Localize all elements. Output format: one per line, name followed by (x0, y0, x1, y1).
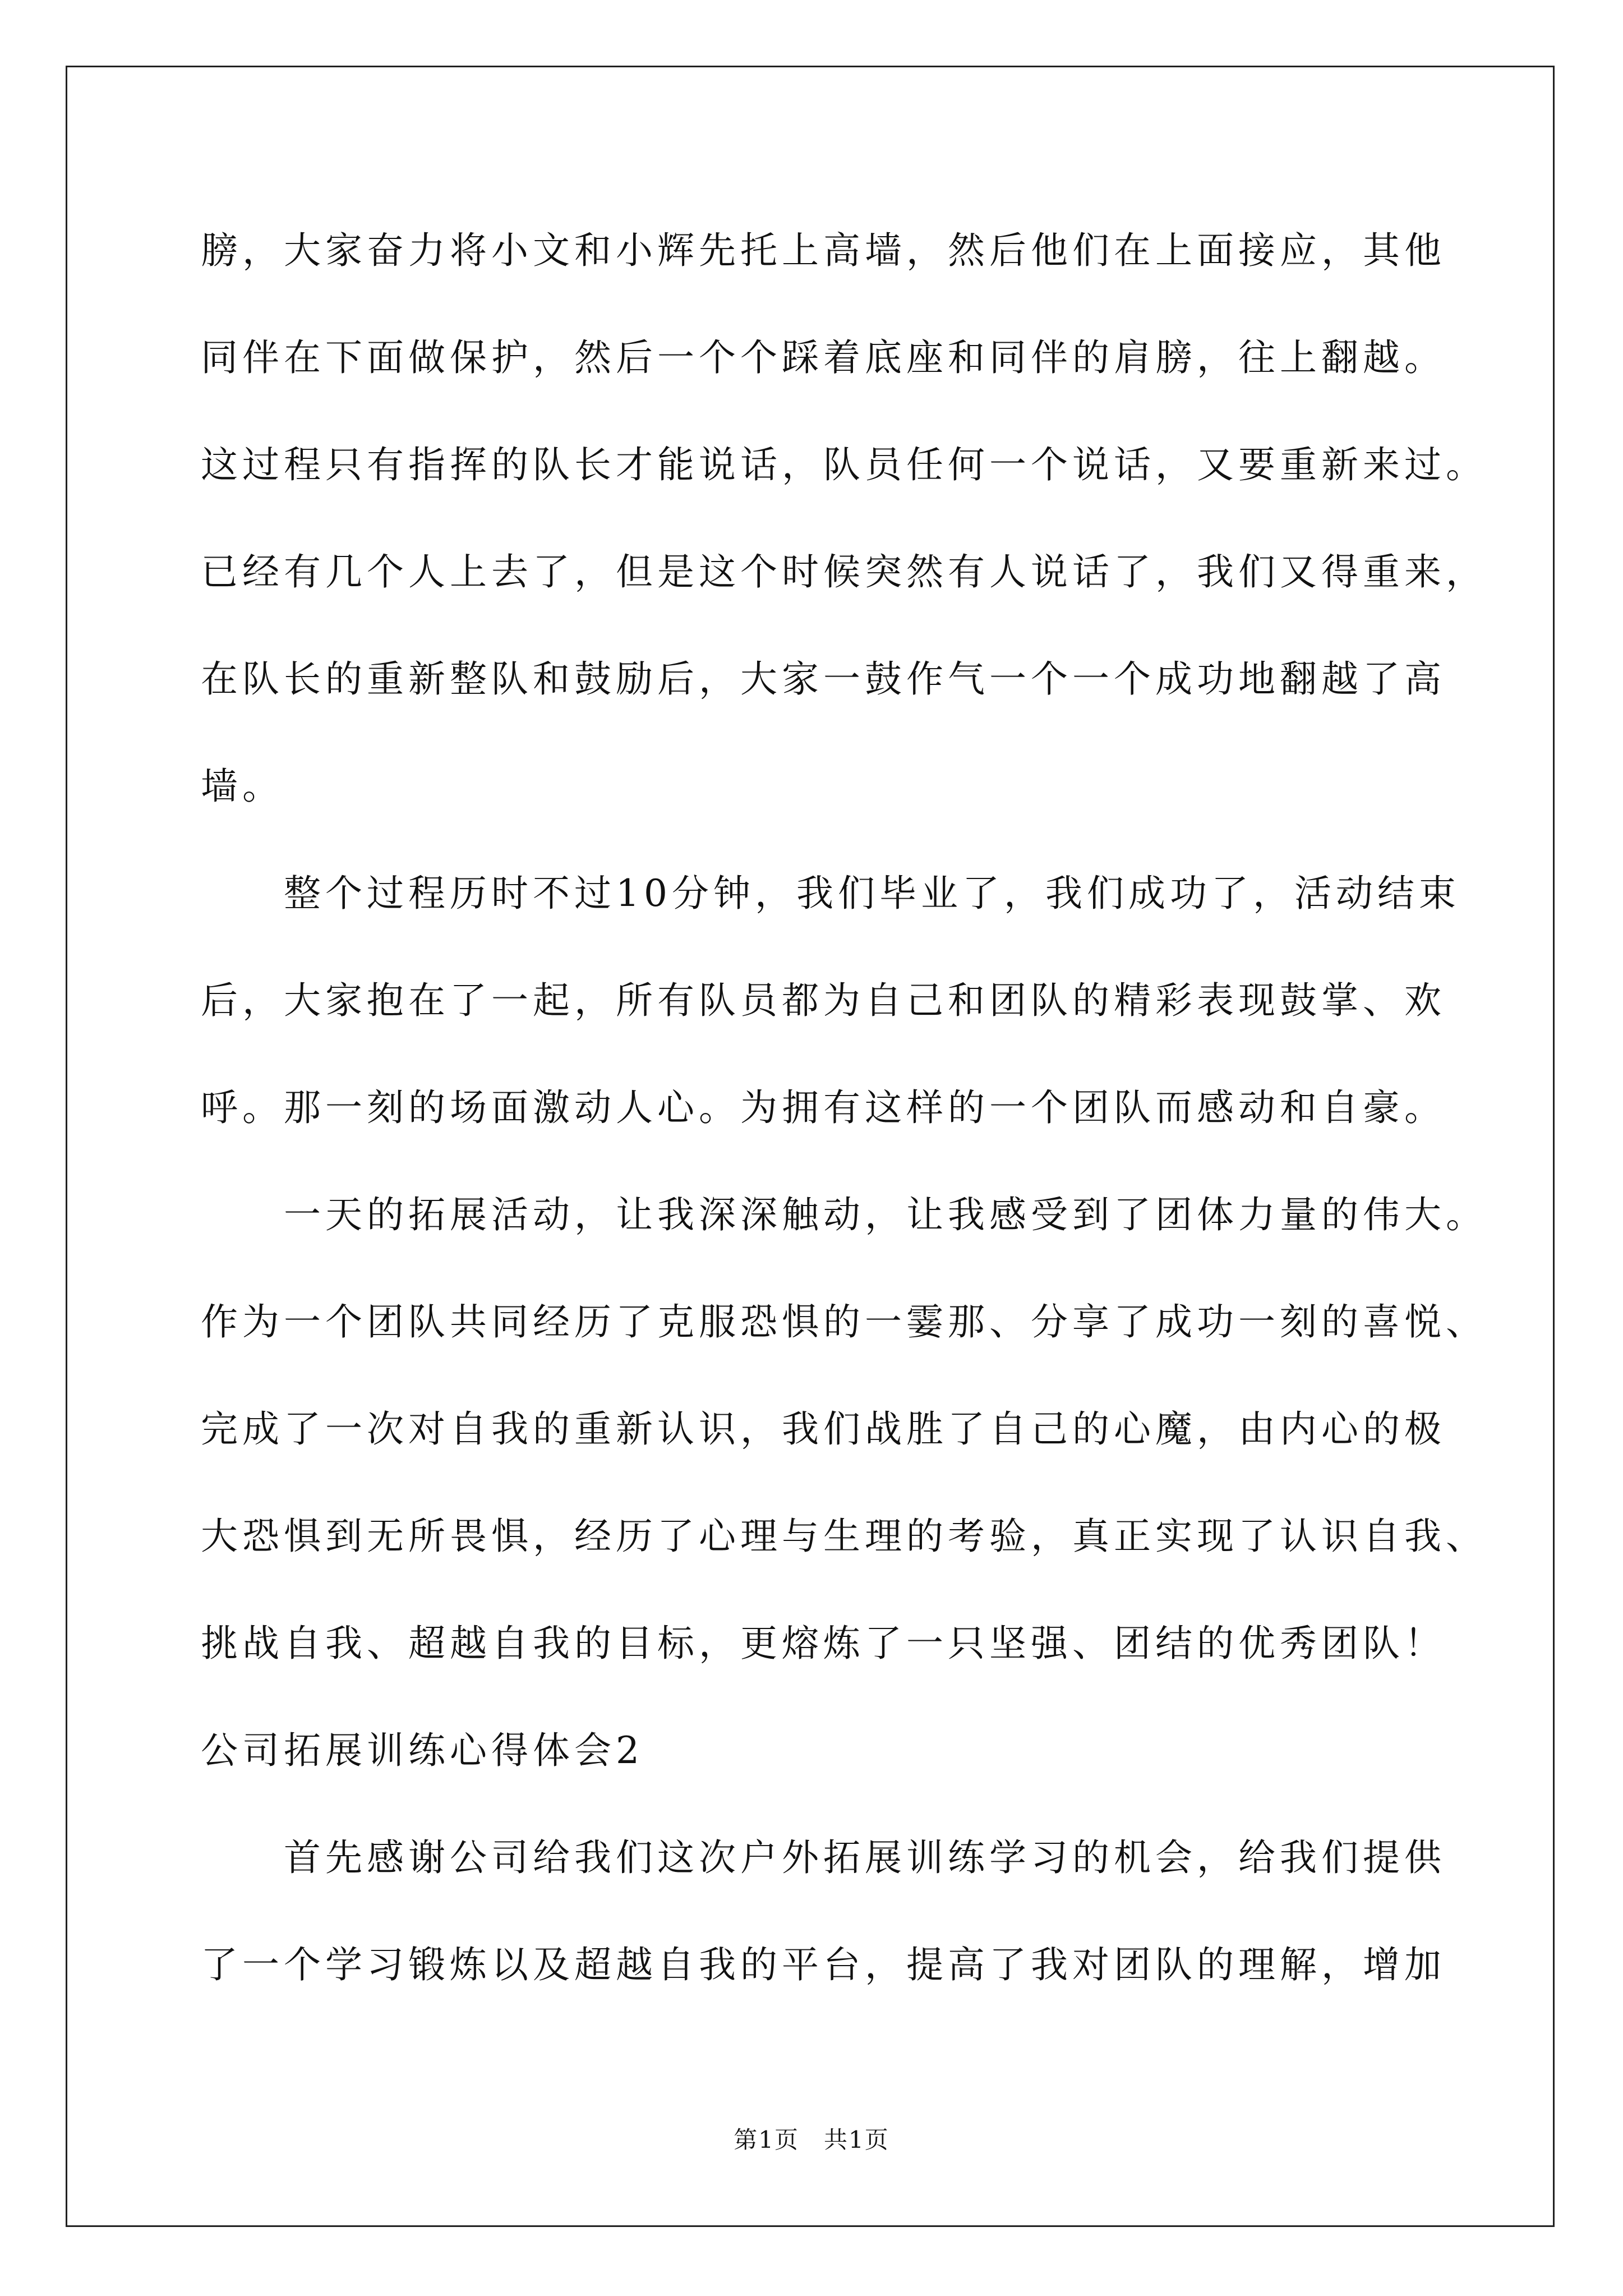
page-footer: 第1页 共1页 (734, 2126, 889, 2154)
text-line: 呼。那一刻的场面激动人心。为拥有这样的一个团队而感动和自豪。 (201, 1086, 1446, 1129)
document-body (201, 220, 1487, 2041)
text-line: 了一个学习锻炼以及超越自我的平台，提高了我对团队的理解，增加 (201, 1943, 1446, 1986)
text-line: 在队长的重新整队和鼓励后，大家一鼓作气一个一个成功地翻越了高 (201, 657, 1446, 701)
text-line: 已经有几个人上去了，但是这个时候突然有人说话了，我们又得重来， (201, 550, 1487, 593)
section-heading: 公司拓展训练心得体会2 (201, 1729, 644, 1772)
text-line: 这过程只有指挥的队长才能说话，队员任何一个说话，又要重新来过。 (201, 443, 1487, 486)
text-line: 整个过程历时不过10分钟，我们毕业了，我们成功了，活动结束 (284, 872, 1460, 915)
text-line: 一天的拓展活动，让我深深触动，让我感受到了团体力量的伟大。 (284, 1193, 1487, 1236)
text-line: 同伴在下面做保护，然后一个个踩着底座和同伴的肩膀，往上翻越。 (201, 336, 1446, 379)
text-line: 首先感谢公司给我们这次户外拓展训练学习的机会，给我们提供 (284, 1836, 1446, 1879)
text-line: 后，大家抱在了一起，所有队员都为自己和团队的精彩表现鼓掌、欢 (201, 979, 1446, 1022)
text-line: 膀，大家奋力将小文和小辉先托上高墙，然后他们在上面接应，其他 (201, 229, 1446, 272)
text-line: 作为一个团队共同经历了克服恐惧的一霎那、分享了成功一刻的喜悦、 (201, 1300, 1487, 1343)
text-line: 完成了一次对自我的重新认识，我们战胜了自己的心魔，由内心的极 (201, 1407, 1446, 1451)
text-line: 大恐惧到无所畏惧，经历了心理与生理的考验，真正实现了认识自我、 (201, 1515, 1487, 1558)
text-line: 挑战自我、超越自我的目标，更熔炼了一只坚强、团结的优秀团队！ (201, 1622, 1446, 1665)
text-line: 墙。 (201, 765, 284, 808)
